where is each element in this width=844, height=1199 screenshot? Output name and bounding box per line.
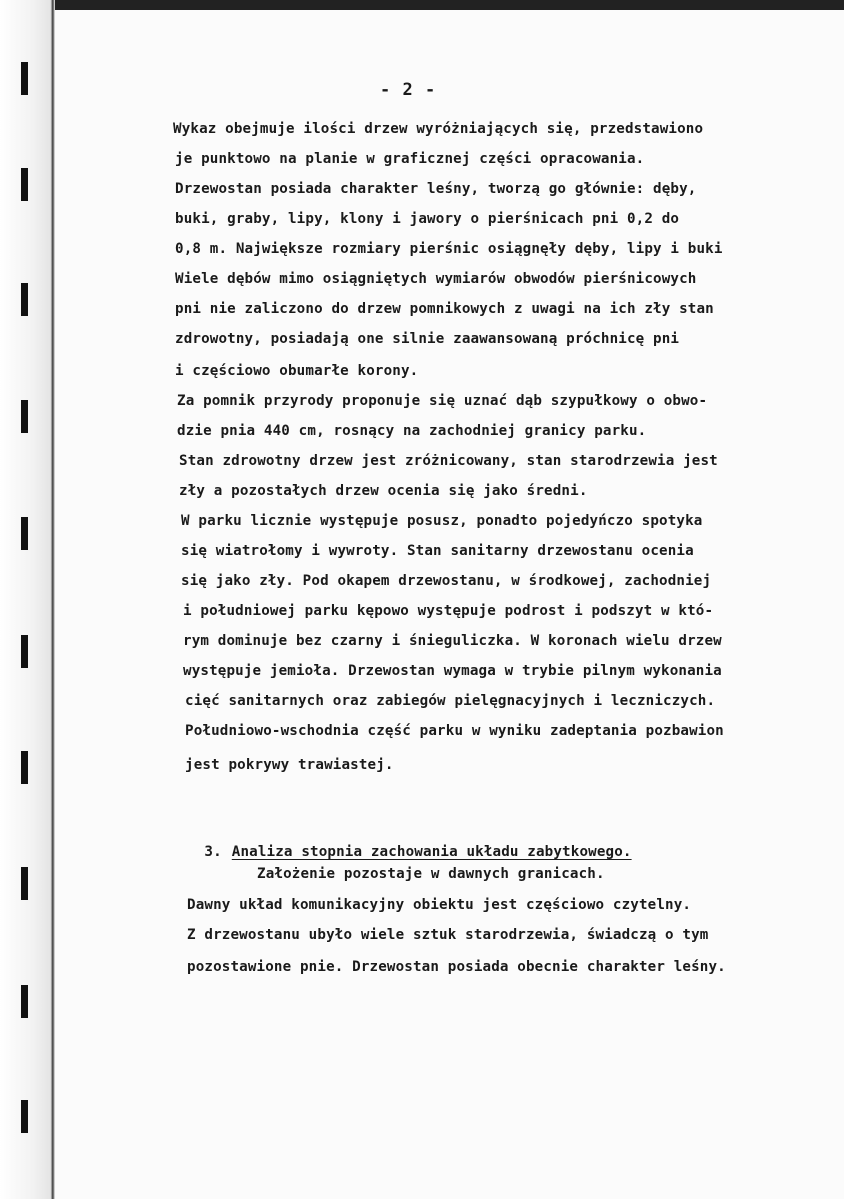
text-line: zdrowotny, posiadają one silnie zaawansowaną próchnicę pni [175, 331, 680, 347]
text-line: dzie pnia 440 cm, rosnący na zachodniej granicy parku. [177, 423, 647, 439]
text-line: i południowej parku kępowo występuje podrost i podszyt w któ- [183, 603, 714, 619]
text-line: 0,8 m. Największe rozmiary pierśnic osiągnęły dęby, lipy i buki [175, 241, 723, 257]
binding-hole-mark [21, 168, 28, 201]
text-line: je punktowo na planie w graficznej części opracowania. [175, 151, 645, 167]
binding-hole-mark [21, 635, 28, 668]
text-line: Wykaz obejmuje ilości drzew wyróżniających się, przedstawiono [173, 121, 704, 137]
text-line: Stan zdrowotny drzew jest zróżnicowany, stan starodrzewia jest [179, 453, 718, 469]
binding-hole-mark [21, 867, 28, 900]
text-line: pozostawione pnie. Drzewostan posiada obecnie charakter leśny. [187, 959, 726, 975]
text-line: pni nie zaliczono do drzew pomnikowych z uwagi na ich zły stan [175, 301, 714, 317]
section-heading [187, 828, 632, 860]
binding-hole-mark [21, 985, 28, 1018]
text-line: Z drzewostanu ubyło wiele sztuk starodrzewia, świadczą o tym [187, 927, 709, 943]
text-line: się wiatrołomy i wywroty. Stan sanitarny drzewostanu ocenia [181, 543, 694, 559]
page-number: - 2 - [380, 80, 437, 100]
text-line: Założenie pozostaje w dawnych granicach. [257, 866, 605, 882]
text-line: Za pomnik przyrody proponuje się uznać dąb szypułkowy o obwo- [177, 393, 708, 409]
text-line: się jako zły. Pod okapem drzewostanu, w środkowej, zachodniej [181, 573, 712, 589]
text-line: Południowo-wschodnia część parku w wyniku zadeptania pozbawion [185, 723, 724, 739]
text-line: jest pokrywy trawiastej. [185, 757, 394, 773]
binding-hole-mark [21, 517, 28, 550]
section-title: Analiza stopnia zachowania układu zabytkowego. [231, 844, 632, 860]
binding-hole-mark [21, 283, 28, 316]
binding-hole-mark [21, 1100, 28, 1133]
binding-hole-mark [21, 400, 28, 433]
text-line: występuje jemioła. Drzewostan wymaga w trybie pilnym wykonania [183, 663, 722, 679]
text-line: i częściowo obumarłe korony. [175, 363, 419, 379]
binding-hole-mark [21, 62, 28, 95]
section-number: 3. [204, 844, 222, 860]
binding-hole-mark [21, 751, 28, 784]
text-line: Wiele dębów mimo osiągniętych wymiarów obwodów pierśnicowych [175, 271, 697, 287]
text-line: Dawny układ komunikacyjny obiektu jest częściowo czytelny. [187, 897, 692, 913]
text-line: rym dominuje bez czarny i śnieguliczka. W koronach wielu drzew [183, 633, 722, 649]
text-line: buki, graby, lipy, klony i jawory o pierśnicach pni 0,2 do [175, 211, 680, 227]
page-top-edge [48, 0, 844, 10]
text-line: Drzewostan posiada charakter leśny, tworzą go głównie: dęby, [175, 181, 697, 197]
text-line: W parku licznie występuje posusz, ponadto pojedyńczo spotyka [181, 513, 703, 529]
text-line: zły a pozostałych drzew ocenia się jako średni. [179, 483, 588, 499]
text-line: cięć sanitarnych oraz zabiegów pielęgnacyjnych i leczniczych. [185, 693, 716, 709]
